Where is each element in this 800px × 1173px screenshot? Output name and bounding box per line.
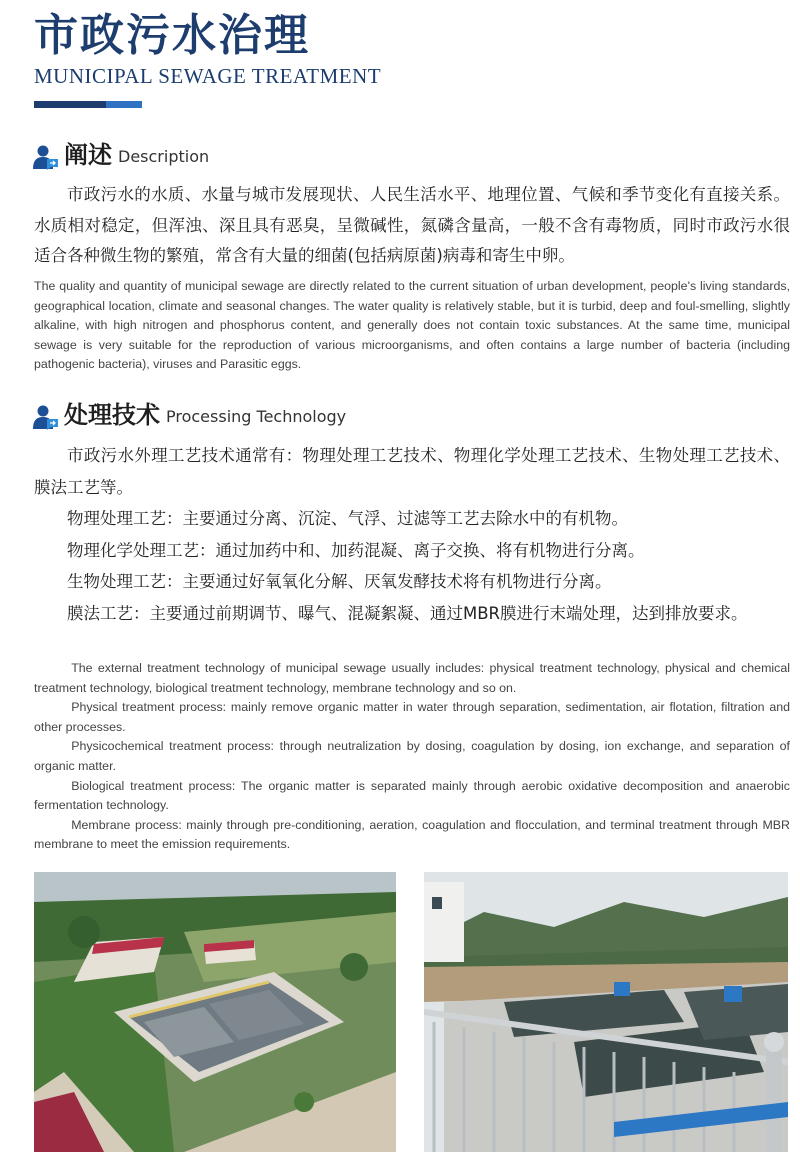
- processing-paragraph-cn: 生物处理工艺：主要通过好氧氧化分解、厌氧发酵技术将有机物进行分离。: [67, 572, 612, 591]
- processing-heading-cn: 处理技术: [64, 401, 160, 429]
- user-share-icon: [32, 404, 60, 430]
- processing-paragraph-en: Physicochemical treatment process: through neutralization by dosing, coagulation by dosing, ion exchange, and separation of organic matter.: [34, 739, 790, 773]
- processing-paragraph-en: Membrane process: mainly through pre-conditioning, aeration, coagulation and flocculation, and terminal treatment through MBR membrane to meet the emission requirements.: [34, 817, 790, 852]
- processing-body-cn: [34, 440, 790, 629]
- processing-paragraph-cn: 市政污水外理工艺技术通常有：物理处理工艺技术、物理化学处理工艺技术、生物处理工艺技术、膜法工艺等。: [34, 446, 790, 497]
- description-body-cn: [34, 180, 790, 272]
- title-underline: [34, 101, 142, 108]
- description-heading-en: Description: [118, 147, 210, 166]
- description-heading-cn: 阐述: [64, 141, 112, 169]
- description-paragraph-en: The quality and quantity of municipal sewage are directly related to the current situation of urban development, people's living standards, geographical location, climate and seasonal changes. The water quality is relatively stable, but it is turbid, deep and foul-smelling, slightly alkaline, with high nitrogen and phosphorus content, and generally does not contain toxic substances. At the same time, municipal sewage is very suitable for the reproduction of various microorganisms, and often contains a large number of bacteria (including pathogenic bacteria), viruses and Parasitic eggs.: [34, 279, 790, 372]
- processing-paragraph-en: Biological treatment process: The organic matter is separated mainly through aerobic oxidative decomposition and anaerobic fermentation technology.: [34, 778, 790, 813]
- user-share-icon: [32, 144, 60, 170]
- processing-paragraph-en: The external treatment technology of municipal sewage usually includes: physical treatment technology, physical and chemical treatment technology, biological treatment technology, membrane technology and so on.: [34, 661, 790, 695]
- processing-body-en: [34, 659, 790, 855]
- description-paragraph-cn: 市政污水的水质、水量与城市发展现状、人民生活水平、地理位置、气候和季节变化有直接关系。水质相对稳定，但浑浊、深且具有恶臭，呈微碱性，氮磷含量高，一般不含有毒物质，同时市政污水很适合各种微生物的繁殖，常含有大量的细菌(包括病原菌)病毒和寄生中卵。: [34, 185, 790, 265]
- aerial-plant-photo: [34, 872, 396, 1152]
- processing-paragraph-cn: 物理处理工艺：主要通过分离、沉淀、气浮、过滤等工艺去除水中的有机物。: [67, 509, 628, 528]
- page-subtitle: MUNICIPAL SEWAGE TREATMENT: [34, 64, 382, 88]
- processing-heading-en: Processing Technology: [166, 407, 347, 426]
- treatment-tank-photo: [424, 872, 788, 1152]
- processing-paragraph-cn: 膜法工艺：主要通过前期调节、曝气、混凝絮凝、通过MBR膜进行末端处理，达到排放要求。: [67, 603, 748, 623]
- processing-paragraph-en: Physical treatment process: mainly remove organic matter in water through separation, sedimentation, air flotation, filtration and other processes.: [34, 700, 790, 734]
- description-body-en: [34, 277, 790, 375]
- processing-paragraph-cn: 物理化学处理工艺：通过加药中和、加药混凝、离子交换、将有机物进行分离。: [67, 540, 645, 560]
- processing-heading: [32, 400, 346, 430]
- description-heading: [32, 140, 209, 170]
- page-title: 市政污水治理: [34, 10, 310, 61]
